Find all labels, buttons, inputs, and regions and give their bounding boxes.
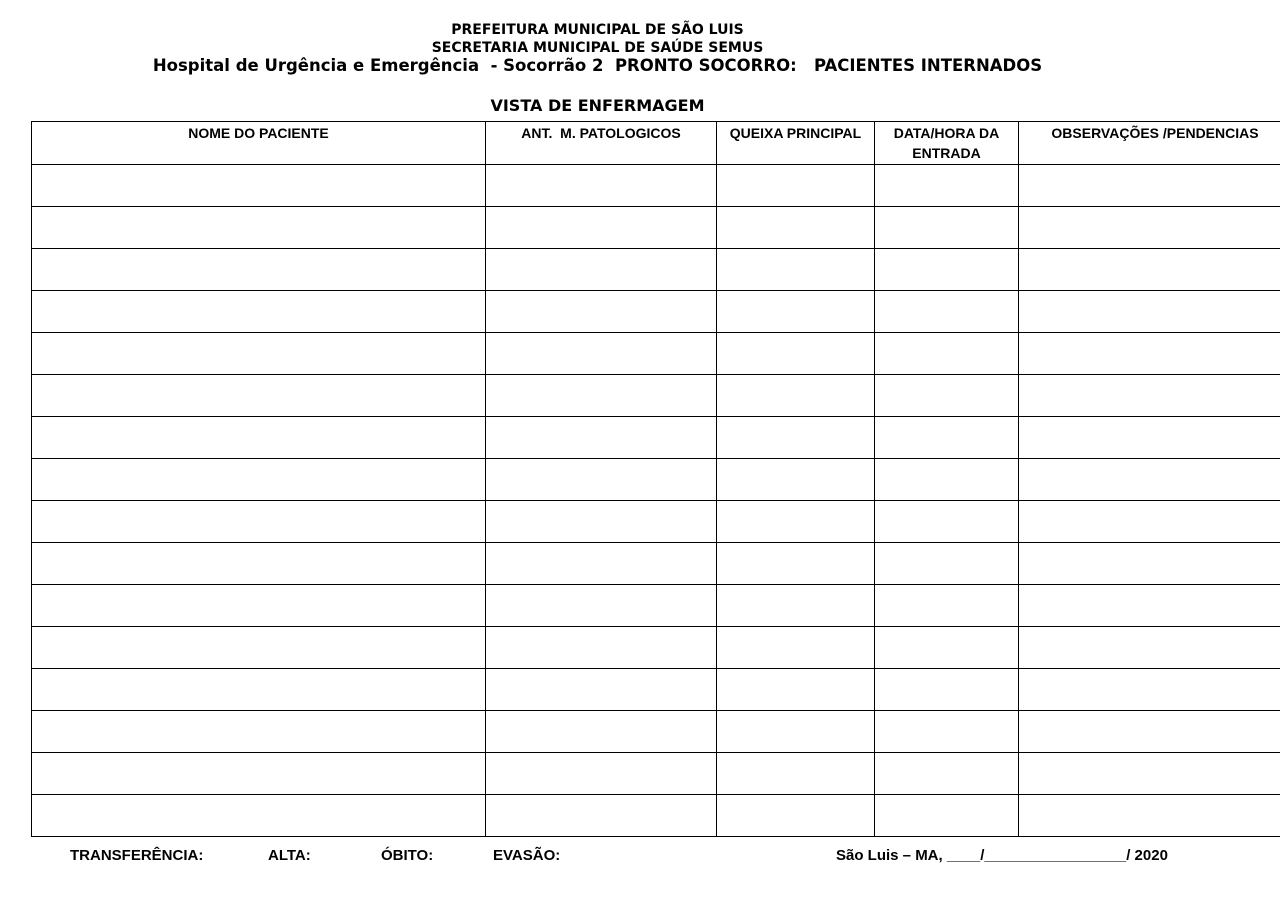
- table-row: [32, 795, 1280, 837]
- table-cell[interactable]: [717, 417, 875, 459]
- table-cell[interactable]: [717, 669, 875, 711]
- col-header-data-hora: DATA/HORA DA ENTRADA: [875, 122, 1019, 165]
- footer-evasao: EVASÃO:: [493, 847, 561, 864]
- header-hospital: Hospital de Urgência e Emergência - Socorrão 2 PRONTO SOCORRO: PACIENTES INTERNADOS: [152, 56, 1043, 75]
- table-cell[interactable]: [32, 795, 486, 837]
- table-row: [32, 501, 1280, 543]
- table-cell[interactable]: [717, 711, 875, 753]
- table-cell[interactable]: [1019, 585, 1280, 627]
- table-cell[interactable]: [32, 669, 486, 711]
- table-cell[interactable]: [32, 291, 486, 333]
- table-cell[interactable]: [32, 627, 486, 669]
- table-cell[interactable]: [32, 333, 486, 375]
- table-cell[interactable]: [1019, 417, 1280, 459]
- table-cell[interactable]: [875, 417, 1019, 459]
- footer-location-date: São Luis – MA, ____/_________________/ 2020: [836, 847, 1168, 864]
- table-cell[interactable]: [717, 207, 875, 249]
- table-cell[interactable]: [32, 417, 486, 459]
- table-cell[interactable]: [1019, 543, 1280, 585]
- col-header-queixa: QUEIXA PRINCIPAL: [717, 122, 875, 165]
- table-cell[interactable]: [717, 459, 875, 501]
- table-cell[interactable]: [1019, 375, 1280, 417]
- table-cell[interactable]: [875, 207, 1019, 249]
- table-cell[interactable]: [875, 249, 1019, 291]
- table-cell[interactable]: [1019, 459, 1280, 501]
- table-cell[interactable]: [486, 291, 717, 333]
- table-cell[interactable]: [486, 501, 717, 543]
- table-cell[interactable]: [1019, 501, 1280, 543]
- table-row: [32, 669, 1280, 711]
- table-cell[interactable]: [486, 627, 717, 669]
- table-cell[interactable]: [875, 543, 1019, 585]
- table-row: [32, 417, 1280, 459]
- header-secretaria: SECRETARIA MUNICIPAL DE SAÚDE SEMUS: [431, 40, 764, 56]
- table-cell[interactable]: [1019, 333, 1280, 375]
- table-cell[interactable]: [717, 249, 875, 291]
- table-cell[interactable]: [32, 711, 486, 753]
- table-cell[interactable]: [717, 585, 875, 627]
- table-cell[interactable]: [486, 333, 717, 375]
- table-row: [32, 459, 1280, 501]
- table-cell[interactable]: [1019, 165, 1280, 207]
- table-row: [32, 375, 1280, 417]
- table-row: [32, 165, 1280, 207]
- table-cell[interactable]: [1019, 711, 1280, 753]
- table-cell[interactable]: [875, 375, 1019, 417]
- table-cell[interactable]: [717, 543, 875, 585]
- table-cell[interactable]: [486, 249, 717, 291]
- header-prefeitura: PREFEITURA MUNICIPAL DE SÃO LUIS: [451, 22, 744, 38]
- table-cell[interactable]: [486, 543, 717, 585]
- table-cell[interactable]: [875, 165, 1019, 207]
- table-cell[interactable]: [875, 711, 1019, 753]
- footer-transferencia: TRANSFERÊNCIA:: [70, 847, 204, 864]
- table-cell[interactable]: [486, 417, 717, 459]
- table-cell[interactable]: [717, 291, 875, 333]
- table-cell[interactable]: [875, 501, 1019, 543]
- col-header-observacoes: OBSERVAÇÕES /PENDENCIAS: [1019, 122, 1280, 165]
- table-cell[interactable]: [875, 459, 1019, 501]
- table-row: [32, 291, 1280, 333]
- footer-alta: ALTA:: [268, 847, 311, 864]
- table-cell[interactable]: [486, 375, 717, 417]
- table-cell[interactable]: [1019, 291, 1280, 333]
- table-row: [32, 249, 1280, 291]
- table-cell[interactable]: [875, 795, 1019, 837]
- table-row: [32, 543, 1280, 585]
- table-cell[interactable]: [1019, 795, 1280, 837]
- table-cell[interactable]: [717, 795, 875, 837]
- table-row: [32, 333, 1280, 375]
- table-row: [32, 711, 1280, 753]
- table-cell[interactable]: [1019, 207, 1280, 249]
- table-cell[interactable]: [1019, 627, 1280, 669]
- table-cell[interactable]: [875, 585, 1019, 627]
- table-cell[interactable]: [32, 753, 486, 795]
- table-cell[interactable]: [486, 795, 717, 837]
- table-cell[interactable]: [1019, 669, 1280, 711]
- table-row: [32, 627, 1280, 669]
- table-cell[interactable]: [717, 753, 875, 795]
- table-cell[interactable]: [32, 501, 486, 543]
- table-cell[interactable]: [486, 207, 717, 249]
- table-row: [32, 585, 1280, 627]
- table-cell[interactable]: [32, 543, 486, 585]
- table-body: [32, 165, 1280, 837]
- form-title: VISTA DE ENFERMAGEM: [490, 96, 705, 115]
- col-header-nome: NOME DO PACIENTE: [32, 122, 486, 165]
- table-cell[interactable]: [486, 669, 717, 711]
- table-cell[interactable]: [875, 669, 1019, 711]
- table-cell[interactable]: [717, 333, 875, 375]
- table-cell[interactable]: [717, 165, 875, 207]
- patients-table: [31, 121, 1280, 837]
- table-cell[interactable]: [717, 501, 875, 543]
- table-cell[interactable]: [486, 711, 717, 753]
- table-cell[interactable]: [32, 207, 486, 249]
- table-cell[interactable]: [486, 753, 717, 795]
- table-cell[interactable]: [875, 627, 1019, 669]
- table-cell[interactable]: [32, 249, 486, 291]
- table-cell[interactable]: [875, 753, 1019, 795]
- table-cell[interactable]: [486, 585, 717, 627]
- table-cell[interactable]: [875, 333, 1019, 375]
- table-cell[interactable]: [32, 585, 486, 627]
- table-cell[interactable]: [717, 627, 875, 669]
- table-cell[interactable]: [486, 165, 717, 207]
- table-header-row: [32, 122, 1280, 165]
- table-row: [32, 207, 1280, 249]
- table-cell[interactable]: [32, 165, 486, 207]
- table-cell[interactable]: [32, 459, 486, 501]
- table-cell[interactable]: [1019, 249, 1280, 291]
- table-cell[interactable]: [32, 375, 486, 417]
- table-cell[interactable]: [1019, 753, 1280, 795]
- table-cell[interactable]: [486, 459, 717, 501]
- table-row: [32, 753, 1280, 795]
- col-header-antecedentes: ANT. M. PATOLOGICOS: [486, 122, 717, 165]
- table-cell[interactable]: [717, 375, 875, 417]
- footer-obito: ÓBITO:: [381, 847, 434, 864]
- table-cell[interactable]: [875, 291, 1019, 333]
